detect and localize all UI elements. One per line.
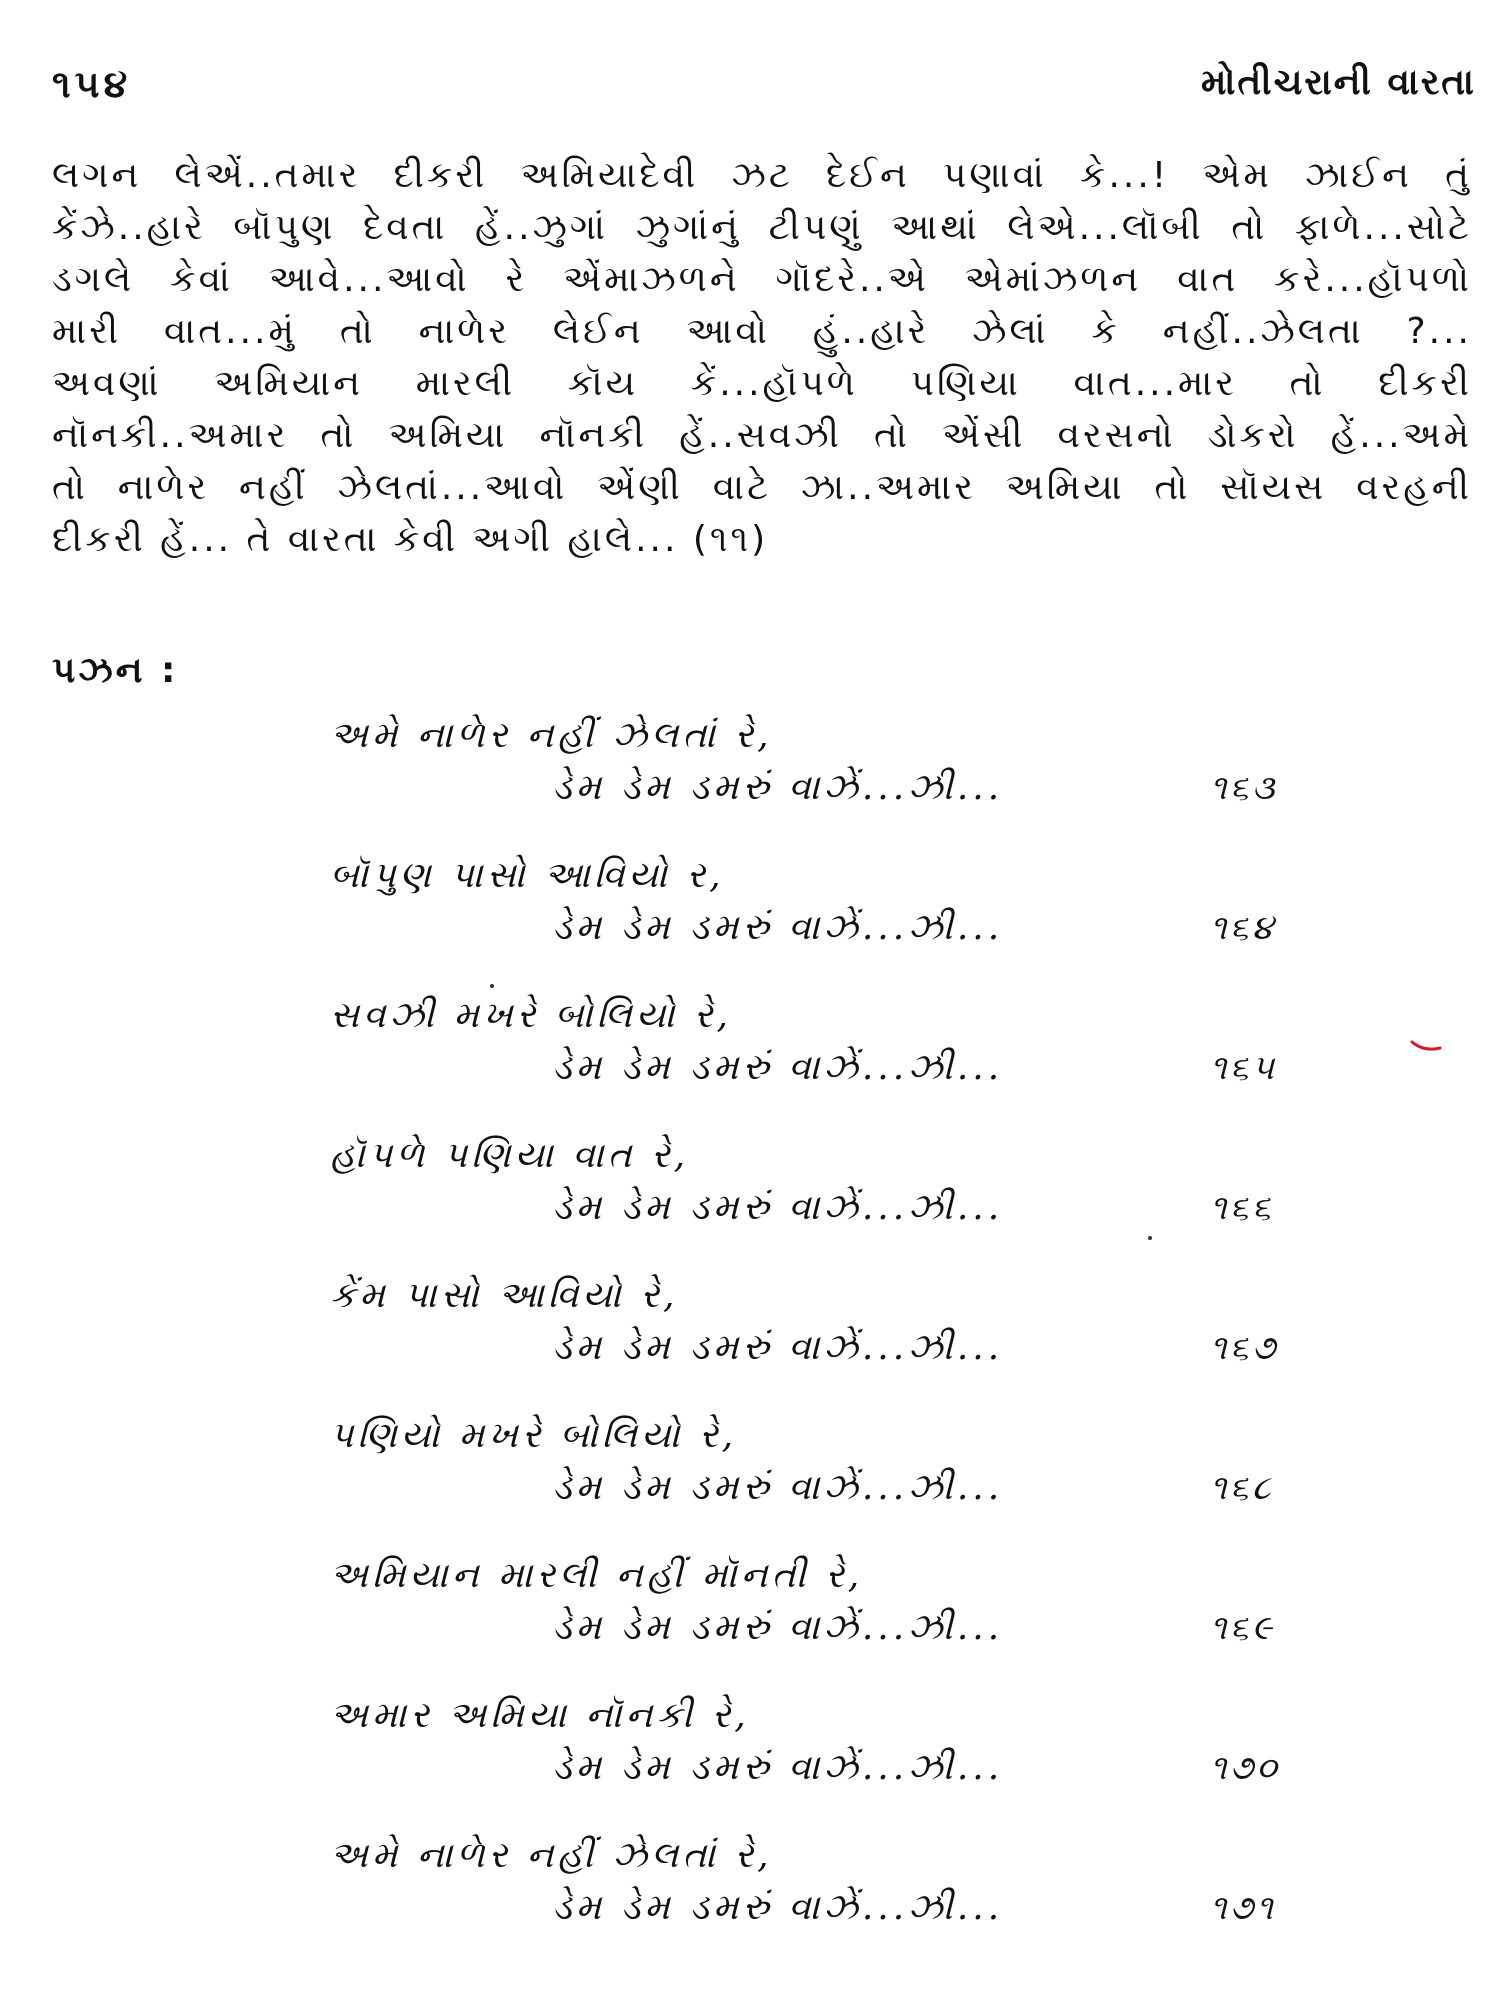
stanza bbox=[0, 1412, 1500, 1552]
verse-line: સવઝી મખરે બોલિયો રે, bbox=[330, 995, 732, 1036]
verse-line: પણિયો મખરે બોલિયો રે, bbox=[330, 1415, 738, 1456]
verse-line: બૉપુણ પાસો આવિયો ર, bbox=[330, 855, 725, 896]
prose-paragraph bbox=[52, 150, 1472, 566]
verse-line: અમાર અમિયા નૉનકી રે, bbox=[330, 1695, 750, 1736]
verse-list bbox=[0, 712, 1500, 1972]
refrain-line: ડેમ ડેમ ડમરું વાઝેં...ઝી... bbox=[552, 907, 1004, 948]
refrain-line: ડેમ ડેમ ડમરું વાઝેં...ઝી... bbox=[552, 1887, 1004, 1928]
prose-line: કેંઝે..હારે બૉપુણ દેવતા હેં..ઝુગાં ઝુગાંનું ટીપણું આથાં લેએ...લૉબી તો ફાળે...સોટે bbox=[52, 207, 1472, 248]
refrain-line: ડેમ ડેમ ડમરું વાઝેં...ઝી... bbox=[552, 1607, 1004, 1648]
prose-line: ડગલે કેવાં આવે...આવો રે એંમાઝળને ગૉદરે..એ એમાંઝળન વાત કરે...હૉપળો bbox=[52, 259, 1472, 300]
prose-line: લગન લેએં..તમાર દીકરી અમિયાદેવી ઝટ દેઈન પણાવાં કે...! એમ ઝાઈન તું bbox=[52, 155, 1472, 196]
stanza bbox=[0, 992, 1500, 1132]
verse-number: ૧૬૭ bbox=[1210, 1328, 1279, 1368]
verse-number: ૧૬૫ bbox=[1210, 1048, 1278, 1088]
verse-number: ૧૬૯ bbox=[1210, 1608, 1275, 1648]
verse-line: કેંમ પાસો આવિયો રે, bbox=[330, 1275, 679, 1316]
prose-line: અવણાં અમિયાન મારલી કૉય કેં...હૉપળે પણિયા વાત...માર તો દીકરી bbox=[52, 363, 1472, 404]
refrain-line: ડેમ ડેમ ડમરું વાઝેં...ઝી... bbox=[552, 1187, 1004, 1228]
running-title: મોતીચરાની વારતા bbox=[1200, 62, 1476, 103]
section-label: પઝન : bbox=[52, 650, 179, 691]
prose-line: મારી વાત...મું તો નાળેર લેઈન આવો હું..હારે ઝેલાં કે નહીં..ઝેલતા ?... bbox=[52, 311, 1472, 352]
verse-number: ૧૬૮ bbox=[1210, 1468, 1274, 1508]
refrain-line: ડેમ ડેમ ડમરું વાઝેં...ઝી... bbox=[552, 1327, 1004, 1368]
stanza bbox=[0, 1552, 1500, 1692]
stanza bbox=[0, 1272, 1500, 1412]
verse-number: ૧૬૩ bbox=[1210, 768, 1278, 808]
refrain-line: ડેમ ડેમ ડમરું વાઝેં...ઝી... bbox=[552, 1047, 1004, 1088]
stanza bbox=[0, 852, 1500, 992]
stanza bbox=[0, 1692, 1500, 1832]
refrain-line: ડેમ ડેમ ડમરું વાઝેં...ઝી... bbox=[552, 767, 1004, 808]
stanza bbox=[0, 712, 1500, 852]
stanza bbox=[0, 1132, 1500, 1272]
paper-speck bbox=[1148, 1236, 1152, 1240]
verse-line: અમિયાન મારલી નહીં મૉનતી રે, bbox=[330, 1555, 864, 1596]
stanza bbox=[0, 1832, 1500, 1972]
prose-line: નૉનકી..અમાર તો અમિયા નૉનકી હેં..સવઝી તો એંસી વરસનો ડોકરો હેં...અમે bbox=[52, 415, 1472, 456]
verse-line: અમે નાળેર નહીં ઝેલતાં રે, bbox=[330, 715, 773, 756]
refrain-line: ડેમ ડેમ ડમરું વાઝેં...ઝી... bbox=[552, 1467, 1004, 1508]
verse-number: ૧૭૧ bbox=[1210, 1888, 1276, 1928]
paper-speck bbox=[490, 984, 494, 988]
verse-line: હૉપળે પણિયા વાત રે, bbox=[330, 1135, 690, 1176]
prose-line: તો નાળેર નહીં ઝેલતાં...આવો એંણી વાટે ઝા..અમાર અમિયા તો સૉયસ વરહની bbox=[52, 467, 1472, 508]
verse-number: ૧૬૬ bbox=[1210, 1188, 1274, 1228]
verse-line: અમે નાળેર નહીં ઝેલતાં રે, bbox=[330, 1835, 773, 1876]
verse-number: ૧૬૪ bbox=[1210, 908, 1276, 948]
refrain-line: ડેમ ડેમ ડમરું વાઝેં...ઝી... bbox=[552, 1747, 1004, 1788]
red-pen-mark bbox=[1410, 1038, 1442, 1054]
page-number: ૧૫૪ bbox=[52, 62, 132, 106]
prose-line: દીકરી હેં... તે વારતા કેવી અગી હાલે... (૧૧) bbox=[52, 519, 769, 560]
verse-number: ૧૭૦ bbox=[1210, 1748, 1280, 1788]
